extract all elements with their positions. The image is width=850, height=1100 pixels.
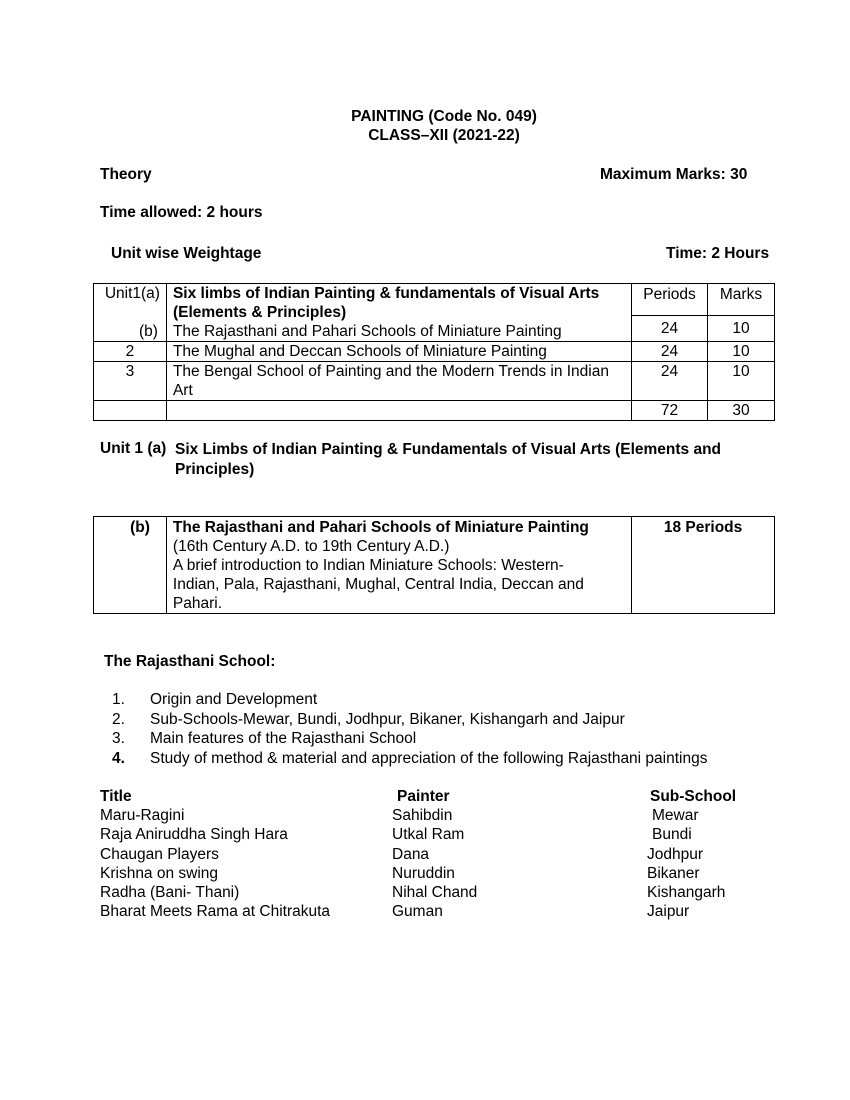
rajasthani-heading: The Rajasthani School:	[104, 653, 276, 670]
page-title: PAINTING (Code No. 049)	[351, 108, 537, 125]
painting-title: Maru-Ragini	[100, 807, 185, 824]
unit-b-line: A brief introduction to Indian Miniature Schools: Western-	[172, 557, 564, 574]
time-allowed-label: Time allowed: 2 hours	[100, 204, 263, 221]
unit-b-line: (16th Century A.D. to 19th Century A.D.)	[172, 538, 450, 555]
unit-b-label: (b)	[94, 517, 167, 614]
painting-painter: Sahibdin	[392, 807, 453, 824]
periods-cell: 24	[632, 316, 708, 342]
rajasthani-list	[112, 690, 812, 768]
theory-label: Theory	[100, 166, 152, 183]
painter-column-header: Painter	[397, 788, 450, 805]
title-column-header: Title	[100, 788, 132, 805]
table-row	[94, 401, 775, 421]
paintings-header	[100, 787, 800, 806]
painting-title: Raja Aniruddha Singh Hara	[100, 826, 288, 843]
painting-school: Bundi	[652, 826, 692, 843]
painting-school: Jaipur	[647, 903, 690, 920]
painting-painter: Dana	[392, 846, 430, 863]
unit1b-table	[93, 516, 775, 614]
marks-cell: 10	[708, 362, 775, 401]
table-row	[94, 342, 775, 362]
unit-b-periods: 18 Periods	[632, 517, 775, 614]
painting-title: Chaugan Players	[100, 846, 219, 863]
list-number: 4.	[112, 749, 125, 767]
marks-cell: 10	[708, 342, 775, 362]
painting-painter: Guman	[392, 903, 443, 920]
periods-header: Periods	[632, 284, 708, 316]
table-row	[94, 517, 775, 614]
unit-b-content	[166, 517, 631, 614]
list-text: Main features of the Rajasthani School	[150, 730, 417, 747]
table-row	[94, 362, 775, 401]
painting-title: Bharat Meets Rama at Chitrakuta	[100, 903, 331, 920]
subschool-column-header: Sub-School	[650, 788, 737, 805]
list-text: Sub-Schools-Mewar, Bundi, Jodhpur, Bikaner, Kishangarh and Jaipur	[150, 710, 625, 728]
painting-painter: Utkal Ram	[392, 826, 465, 843]
list-item	[112, 749, 812, 769]
unit-number-b: (b)	[139, 323, 158, 340]
painting-school: Bikaner	[647, 865, 700, 882]
unit-title-cell: The Bengal School of Painting and the Modern Trends in Indian Art	[166, 362, 631, 401]
total-periods-cell: 72	[632, 401, 708, 421]
unit1-heading: Six Limbs of Indian Painting & Fundamentals of Visual Arts (Elements and Principles)	[175, 441, 722, 478]
list-item	[112, 710, 812, 730]
painting-row	[100, 845, 800, 864]
list-item	[112, 729, 812, 749]
weightage-table	[93, 283, 775, 421]
unit-weightage-heading: Unit wise Weightage	[111, 245, 262, 262]
unit-b-line: Indian, Pala, Rajasthani, Mughal, Central India, Deccan and	[172, 576, 584, 593]
painting-row	[100, 825, 800, 844]
class-subtitle: CLASS–XII (2021-22)	[368, 127, 520, 144]
unit-title-cell: The Mughal and Deccan Schools of Miniature Painting	[166, 342, 631, 362]
unit-title-cell	[166, 284, 631, 342]
time-hours-label: Time: 2 Hours	[666, 245, 770, 262]
painting-row	[100, 902, 800, 921]
periods-cell: 24	[632, 362, 708, 401]
max-marks-label: Maximum Marks: 30	[600, 166, 748, 183]
list-number: 2.	[112, 710, 125, 728]
painting-row	[100, 864, 800, 883]
periods-cell: 24	[632, 342, 708, 362]
unit-cell	[94, 284, 167, 342]
list-text: Origin and Development	[150, 691, 318, 708]
unit-title-cell	[166, 401, 631, 421]
table-row	[94, 284, 775, 316]
painting-row	[100, 883, 800, 902]
unit-cell: 2	[94, 342, 167, 362]
total-marks-cell: 30	[708, 401, 775, 421]
painting-school: Mewar	[652, 807, 699, 824]
unit-b-title: The Rajasthani and Pahari Schools of Miniature Painting	[172, 519, 589, 536]
painting-school: Jodhpur	[647, 846, 704, 863]
list-item	[112, 690, 812, 710]
unit-cell: 3	[94, 362, 167, 401]
painting-title: Radha (Bani- Thani)	[100, 884, 240, 901]
painting-row	[100, 806, 800, 825]
painting-title: Krishna on swing	[100, 865, 219, 882]
painting-school: Kishangarh	[647, 884, 726, 901]
unit-title-b: The Rajasthani and Pahari Schools of Miniature Painting	[172, 323, 562, 340]
list-text: Study of method & material and appreciation of the following Rajasthani paintings	[150, 749, 708, 767]
unit1-prefix: Unit 1 (a)	[100, 440, 167, 457]
painting-painter: Nihal Chand	[392, 884, 478, 901]
unit-title: Six limbs of Indian Painting & fundamentals of Visual Arts (Elements & Principles)	[172, 285, 600, 321]
unit-cell	[94, 401, 167, 421]
painting-painter: Nuruddin	[392, 865, 455, 882]
list-number: 3.	[112, 730, 125, 747]
marks-cell: 10	[708, 316, 775, 342]
marks-header: Marks	[708, 284, 775, 316]
list-number: 1.	[112, 691, 125, 708]
unit-b-line: Pahari.	[172, 595, 223, 612]
unit-number: Unit1(a)	[104, 285, 160, 302]
